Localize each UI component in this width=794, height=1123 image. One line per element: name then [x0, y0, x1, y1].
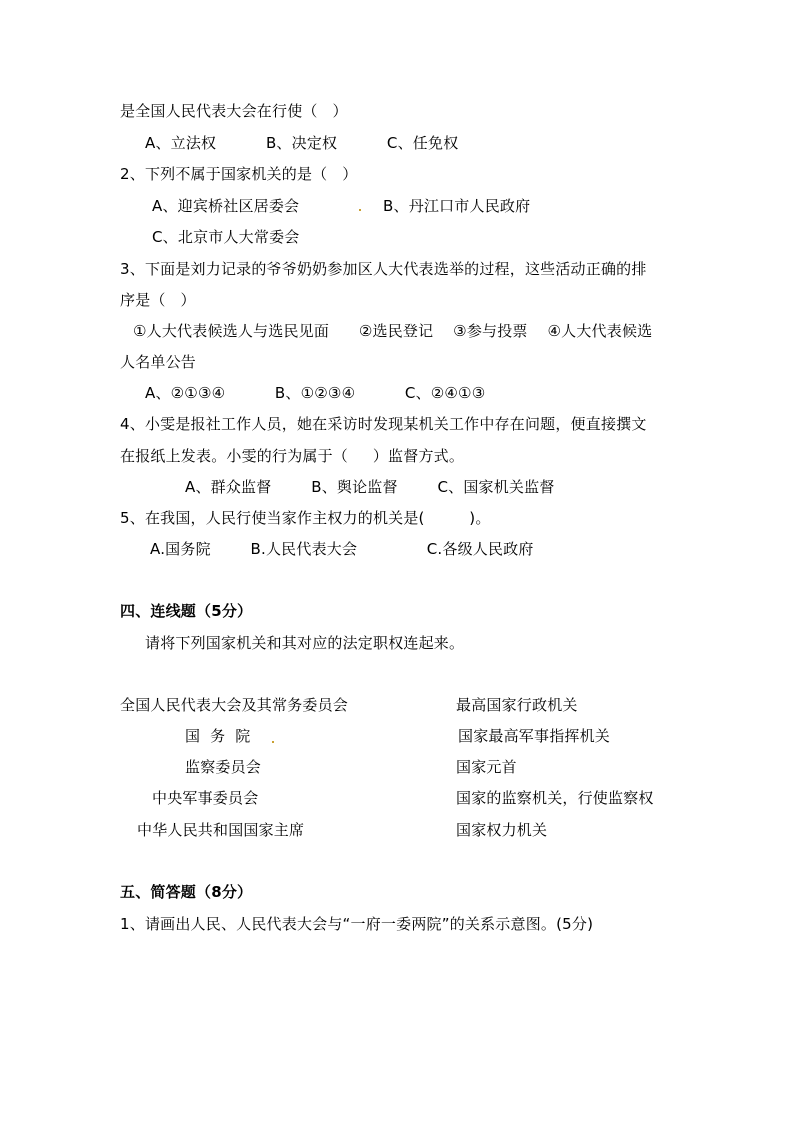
- match-left-item: 全国人民代表大会及其常务委员会: [120, 696, 349, 714]
- q3-items-line1: ①人大代表候选人与选民见面 ②选民登记 ③参与投票 ④人大代表候选: [133, 322, 653, 340]
- q4-stem-line2: 在报纸上发表。小雯的行为属于（ ）监督方式。: [120, 447, 465, 465]
- q4-options: A、群众监督 B、舆论监督 C、国家机关监督: [185, 478, 555, 496]
- section5-title: 五、简答题（8分）: [120, 883, 253, 901]
- q3-stem-line1: 3、下面是刘力记录的爷爷奶奶参加区人大代表选举的过程，这些活动正确的排: [120, 260, 647, 278]
- match-right-item: 国家权力机关: [456, 821, 548, 839]
- q3-items-line2: 人名单公告: [120, 353, 197, 371]
- q4-stem-line1: 4、小雯是报社工作人员，她在采访时发现某机关工作中存在问题，便直接撰文: [120, 415, 647, 433]
- q5-stem: 5、在我国，人民行使当家作主权力的机关是( )。: [120, 509, 491, 527]
- section4-title: 四、连线题（5分）: [120, 602, 253, 620]
- match-left-item: 中华人民共和国国家主席: [137, 821, 305, 839]
- q2-option-c: C、北京市人大常委会: [152, 228, 300, 246]
- match-left-item: 中央军事委员会: [152, 789, 259, 807]
- match-right-item: 国家元首: [456, 758, 517, 776]
- match-right-item: 国家的监察机关，行使监察权: [456, 789, 654, 807]
- q2-option-a: A、迎宾桥社区居委会: [152, 197, 300, 215]
- q1-tail-text: 是全国人民代表大会在行使（ ）: [120, 102, 348, 120]
- match-right-item: 国家最高军事指挥机关: [458, 727, 611, 745]
- match-left-item: 监察委员会: [185, 758, 262, 776]
- q5-options: A.国务院 B.人民代表大会 C.各级人民政府: [150, 540, 534, 558]
- match-right-item: 最高国家行政机关: [456, 696, 578, 714]
- section5-question-1: 1、请画出人民、人民代表大会与“一府一委两院”的关系示意图。(5分): [120, 915, 594, 933]
- print-speck: [359, 209, 361, 211]
- q1-options: A、立法权 B、决定权 C、任免权: [145, 134, 459, 152]
- print-speck: [272, 741, 274, 743]
- match-left-item: 国 务 院: [185, 727, 251, 745]
- q2-option-b: B、丹江口市人民政府: [383, 197, 531, 215]
- section4-instruction: 请将下列国家机关和其对应的法定职权连起来。: [145, 634, 465, 652]
- q3-stem-line2: 序是（ ）: [120, 291, 196, 309]
- q2-stem: 2、下列不属于国家机关的是（ ）: [120, 165, 358, 183]
- q3-options: A、②①③④ B、①②③④ C、②④①③: [145, 384, 486, 402]
